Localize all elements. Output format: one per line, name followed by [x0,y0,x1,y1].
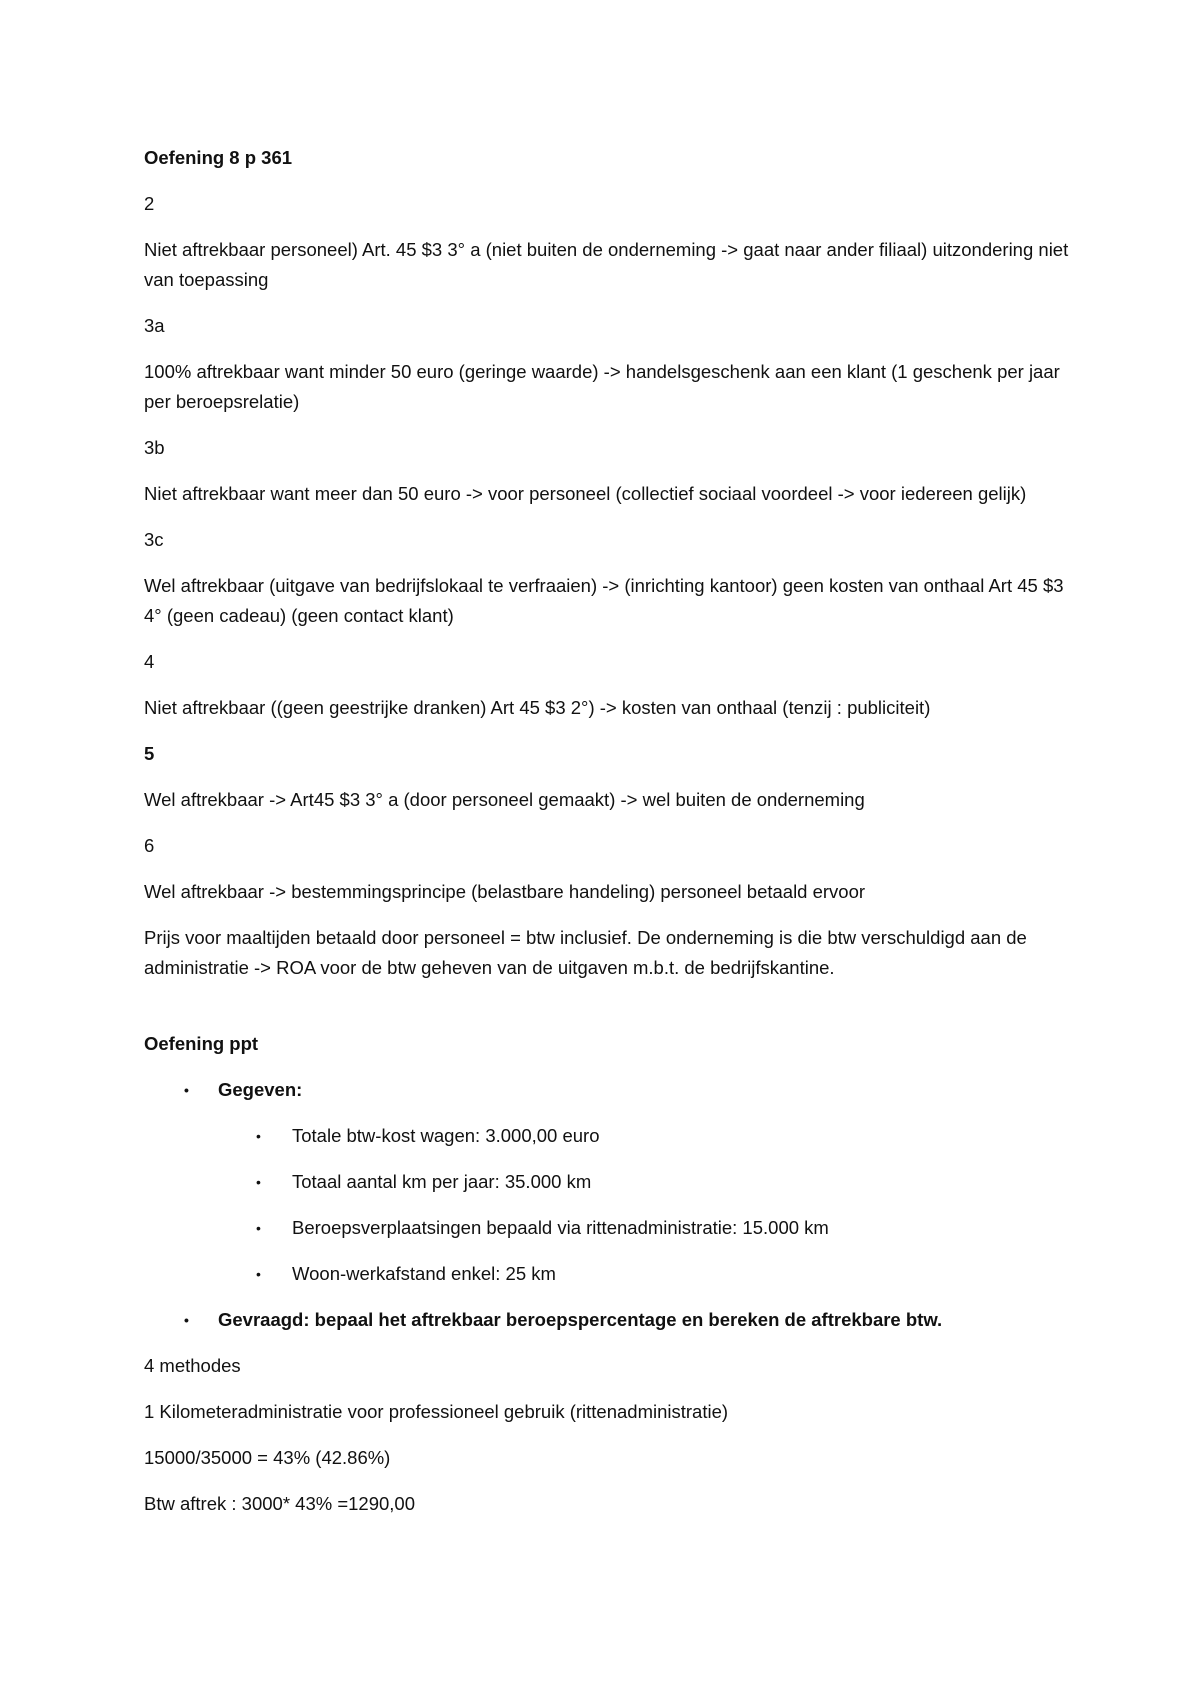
list-item-label: Beroepsverplaatsingen bepaald via rittenadministratie: 15.000 km [292,1217,829,1238]
list-item-label: Gegeven: [218,1079,303,1100]
item-number: 6 [144,835,155,856]
list-item-label: Gevraagd: bepaal het aftrekbaar beroepspercentage en bereken de aftrekbare btw. [218,1309,943,1330]
item-answer: Wel aftrekbaar -> bestemmingsprincipe (belastbare handeling) personeel betaald ervoor [144,881,866,902]
bullet-icon: • [184,1312,189,1328]
list-item-label: Totaal aantal km per jaar: 35.000 km [292,1171,592,1192]
bullet-icon: • [256,1174,261,1190]
list-item [144,1213,1074,1243]
bullet-icon: • [256,1266,261,1282]
bullet-icon: • [256,1220,261,1236]
section-title-oefening-8: Oefening 8 p 361 [144,147,293,168]
item-number: 2 [144,193,155,214]
list-item [144,1259,1074,1289]
item-number: 4 [144,651,155,672]
document-body [144,143,1074,1535]
bullet-list [144,1075,1074,1335]
method-1-title: 1 Kilometeradministratie voor professioneel gebruik (rittenadministratie) [144,1401,729,1422]
list-item-gevraagd [144,1305,1074,1335]
calculation-percentage: 15000/35000 = 43% (42.86%) [144,1447,391,1468]
section-title-oefening-ppt: Oefening ppt [144,1033,259,1054]
item-answer: Niet aftrekbaar personeel) Art. 45 $3 3° a (niet buiten de onderneming -> gaat naar ander filiaal) uitzondering niet van toepassing [144,239,1069,290]
list-item [144,1121,1074,1151]
item-number: 3b [144,437,165,458]
bullet-icon: • [256,1128,261,1144]
item-answer: Niet aftrekbaar ((geen geestrijke dranken) Art 45 $3 2°) -> kosten van onthaal (tenzij : publiciteit) [144,697,931,718]
list-item-label: Woon-werkafstand enkel: 25 km [292,1263,556,1284]
list-item-label: Totale btw-kost wagen: 3.000,00 euro [292,1125,600,1146]
item-answer: Wel aftrekbaar (uitgave van bedrijfslokaal te verfraaien) -> (inrichting kantoor) geen kosten van onthaal Art 45 $3 4° (geen cadeau) (geen contact klant) [144,575,1064,626]
list-item [144,1167,1074,1197]
methods-count: 4 methodes [144,1355,241,1376]
item-answer: 100% aftrekbaar want minder 50 euro (geringe waarde) -> handelsgeschenk aan een klant (1 geschenk per jaar per beroepsrelatie) [144,361,1060,412]
item-number: 5 [144,743,155,764]
section-note: Prijs voor maaltijden betaald door personeel = btw inclusief. De onderneming is die btw verschuldigd aan de administratie -> ROA voor de btw geheven van de uitgaven m.b.t. de bedrijfskantine. [144,927,1027,978]
item-number: 3a [144,315,165,336]
calculation-deduction: Btw aftrek : 3000* 43% =1290,00 [144,1493,416,1514]
list-item-gegeven [144,1075,1074,1105]
item-number: 3c [144,529,164,550]
bullet-icon: • [184,1082,189,1098]
item-answer: Niet aftrekbaar want meer dan 50 euro -> voor personeel (collectief sociaal voordeel -> voor iedereen gelijk) [144,483,1027,504]
item-answer: Wel aftrekbaar -> Art45 $3 3° a (door personeel gemaakt) -> wel buiten de onderneming [144,789,865,810]
